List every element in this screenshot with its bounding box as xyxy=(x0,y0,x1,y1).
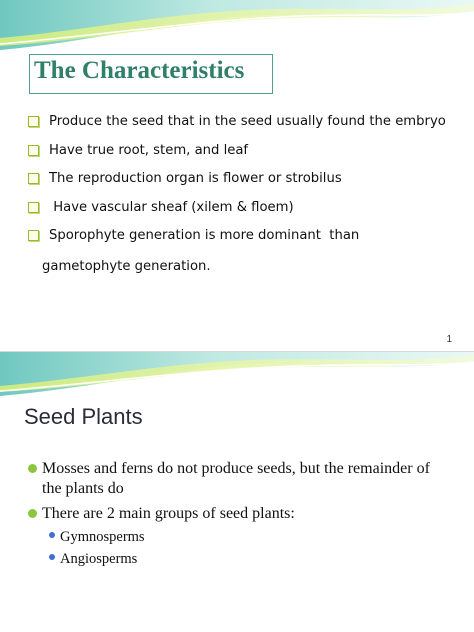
square-bullet-icon xyxy=(28,173,39,184)
circle-bullet-icon xyxy=(28,464,37,473)
square-bullet-icon xyxy=(28,145,39,156)
circle-bullet-icon xyxy=(28,509,37,518)
square-bullet-icon xyxy=(28,230,39,241)
list-item: Have vascular sheaf (xilem & floem) xyxy=(28,198,468,227)
list-item-continuation: gametophyte generation. xyxy=(42,259,211,274)
header-wave-decoration xyxy=(0,0,474,60)
list-item: The reproduction organ is flower or strobilus xyxy=(28,169,468,198)
circle-bullet-icon xyxy=(49,532,55,538)
circle-bullet-icon xyxy=(49,554,55,560)
list-item: There are 2 main groups of seed plants: xyxy=(28,504,458,526)
list-item: Produce the seed that in the seed usually found the embryo xyxy=(28,112,468,141)
slide-title: The Characteristics xyxy=(34,57,245,84)
page-number: 1 xyxy=(446,334,452,345)
list-item: Sporophyte generation is more dominant than xyxy=(28,226,468,255)
slide-title: Seed Plants xyxy=(24,404,143,429)
characteristics-list xyxy=(28,112,468,255)
slide-2: Seed Plants Mosses and ferns do not produce seeds, but the remainder of the plants do There are 2 main groups of seed plants: Gymnosperms Angiosperms xyxy=(0,352,474,632)
list-item: Mosses and ferns do not produce seeds, but the remainder of the plants do xyxy=(28,459,458,501)
square-bullet-icon xyxy=(28,116,39,127)
list-item: Have true root, stem, and leaf xyxy=(28,141,468,170)
square-bullet-icon xyxy=(28,202,39,213)
header-wave-decoration xyxy=(0,352,474,404)
